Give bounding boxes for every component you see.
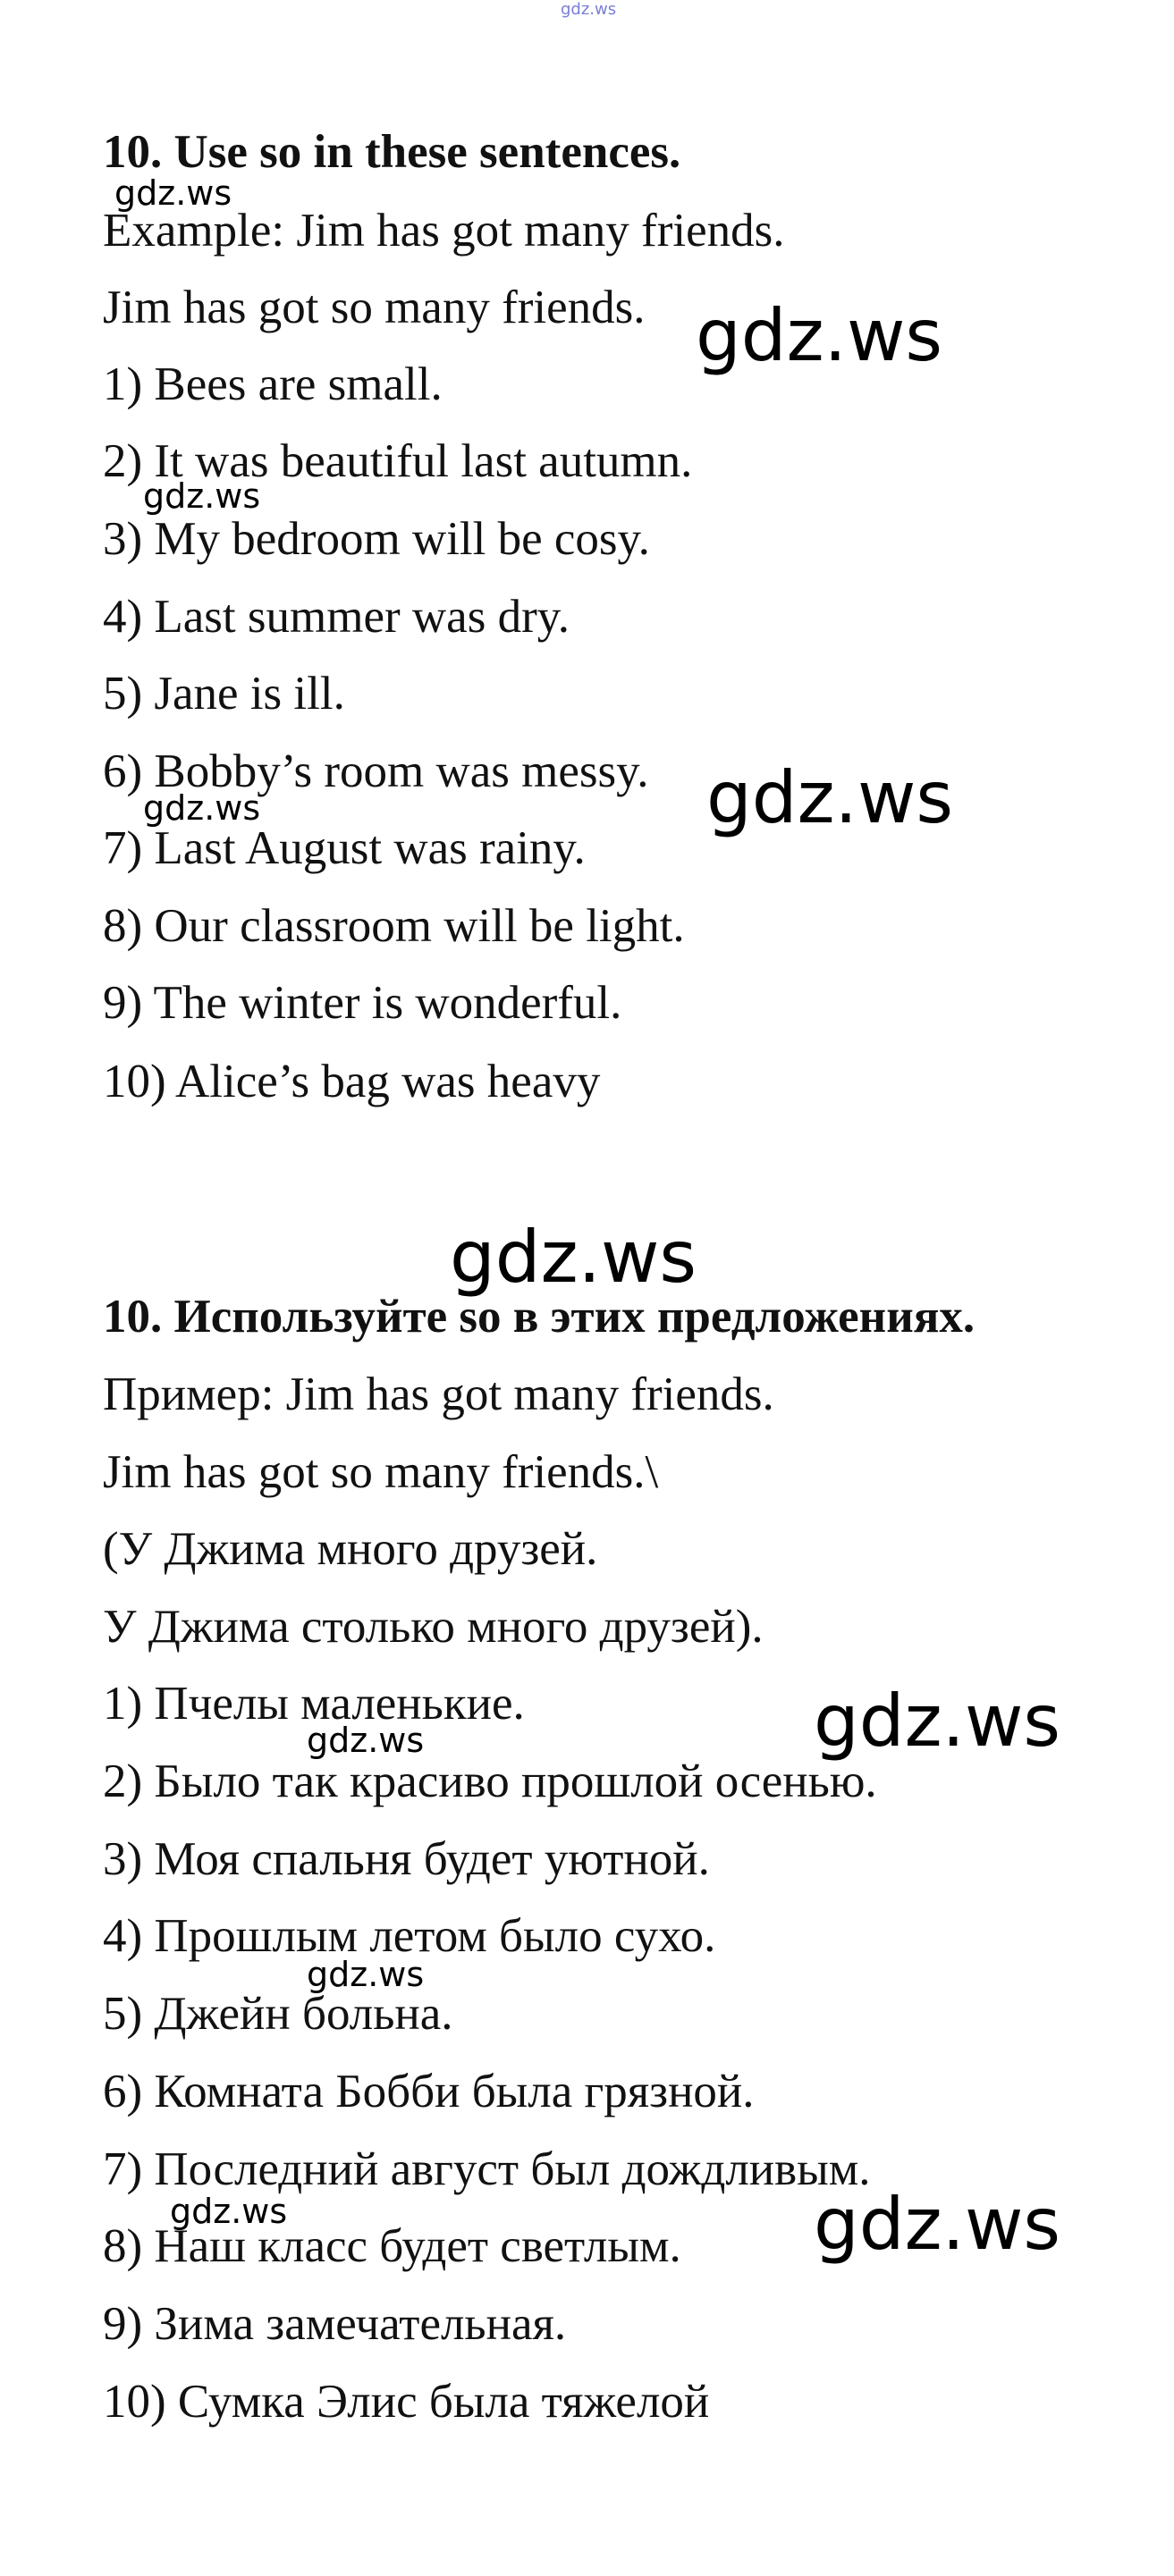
russian-item: 7) Последний август был дождливым. [103, 2143, 871, 2195]
watermark: gdz.ws [307, 1955, 425, 1994]
english-item: 10) Alice’s bag was heavy [103, 1056, 601, 1107]
english-item: 6) Bobby’s room was messy. [103, 745, 649, 797]
russian-item: 8) Наш класс будет светлым. [103, 2220, 681, 2272]
english-item: 3) My bedroom will be cosy. [103, 513, 650, 565]
english-item: 1) Bees are small. [103, 358, 443, 410]
english-answer: Jim has got so many friends. [103, 282, 646, 333]
russian-translation: (У Джима много друзей. [103, 1523, 598, 1575]
watermark: gdz.ws [696, 294, 943, 377]
russian-item: 6) Комната Бобби была грязной. [103, 2066, 755, 2117]
watermark: gdz.ws [143, 476, 261, 516]
russian-heading: 10. Используйте so в этих предложениях. [103, 1291, 976, 1343]
russian-example: Пример: Jim has got many friends. [103, 1368, 774, 1420]
english-example: Example: Jim has got many friends. [103, 205, 785, 257]
watermark: gdz.ws [814, 2183, 1061, 2266]
russian-answer: Jim has got so many friends.\ [103, 1446, 659, 1498]
russian-item: 5) Джейн больна. [103, 1988, 453, 2040]
russian-item: 1) Пчелы маленькие. [103, 1678, 525, 1730]
watermark-top: gdz.ws [561, 0, 617, 19]
watermark: gdz.ws [307, 1721, 425, 1760]
english-item: 5) Jane is ill. [103, 668, 345, 720]
watermark: gdz.ws [814, 1679, 1061, 1763]
watermark: gdz.ws [170, 2192, 288, 2231]
russian-item: 2) Было так красиво прошлой осенью. [103, 1755, 877, 1807]
watermark: gdz.ws [450, 1216, 697, 1299]
russian-item: 4) Прошлым летом было сухо. [103, 1910, 716, 1962]
watermark: gdz.ws [706, 756, 954, 839]
watermark: gdz.ws [114, 173, 232, 213]
english-item: 7) Last August was rainy. [103, 822, 586, 874]
english-item: 2) It was beautiful last autumn. [103, 435, 693, 487]
english-item: 4) Last summer was dry. [103, 591, 570, 643]
russian-item: 10) Сумка Элис была тяжелой [103, 2376, 710, 2428]
russian-item: 9) Зима замечательная. [103, 2298, 567, 2350]
english-item: 8) Our classroom will be light. [103, 900, 685, 952]
russian-item: 3) Моя спальня будет уютной. [103, 1833, 710, 1885]
english-item: 9) The winter is wonderful. [103, 977, 622, 1029]
watermark: gdz.ws [143, 788, 261, 828]
russian-translation: У Джима столько много друзей). [103, 1601, 764, 1653]
english-heading: 10. Use so in these sentences. [103, 126, 681, 178]
